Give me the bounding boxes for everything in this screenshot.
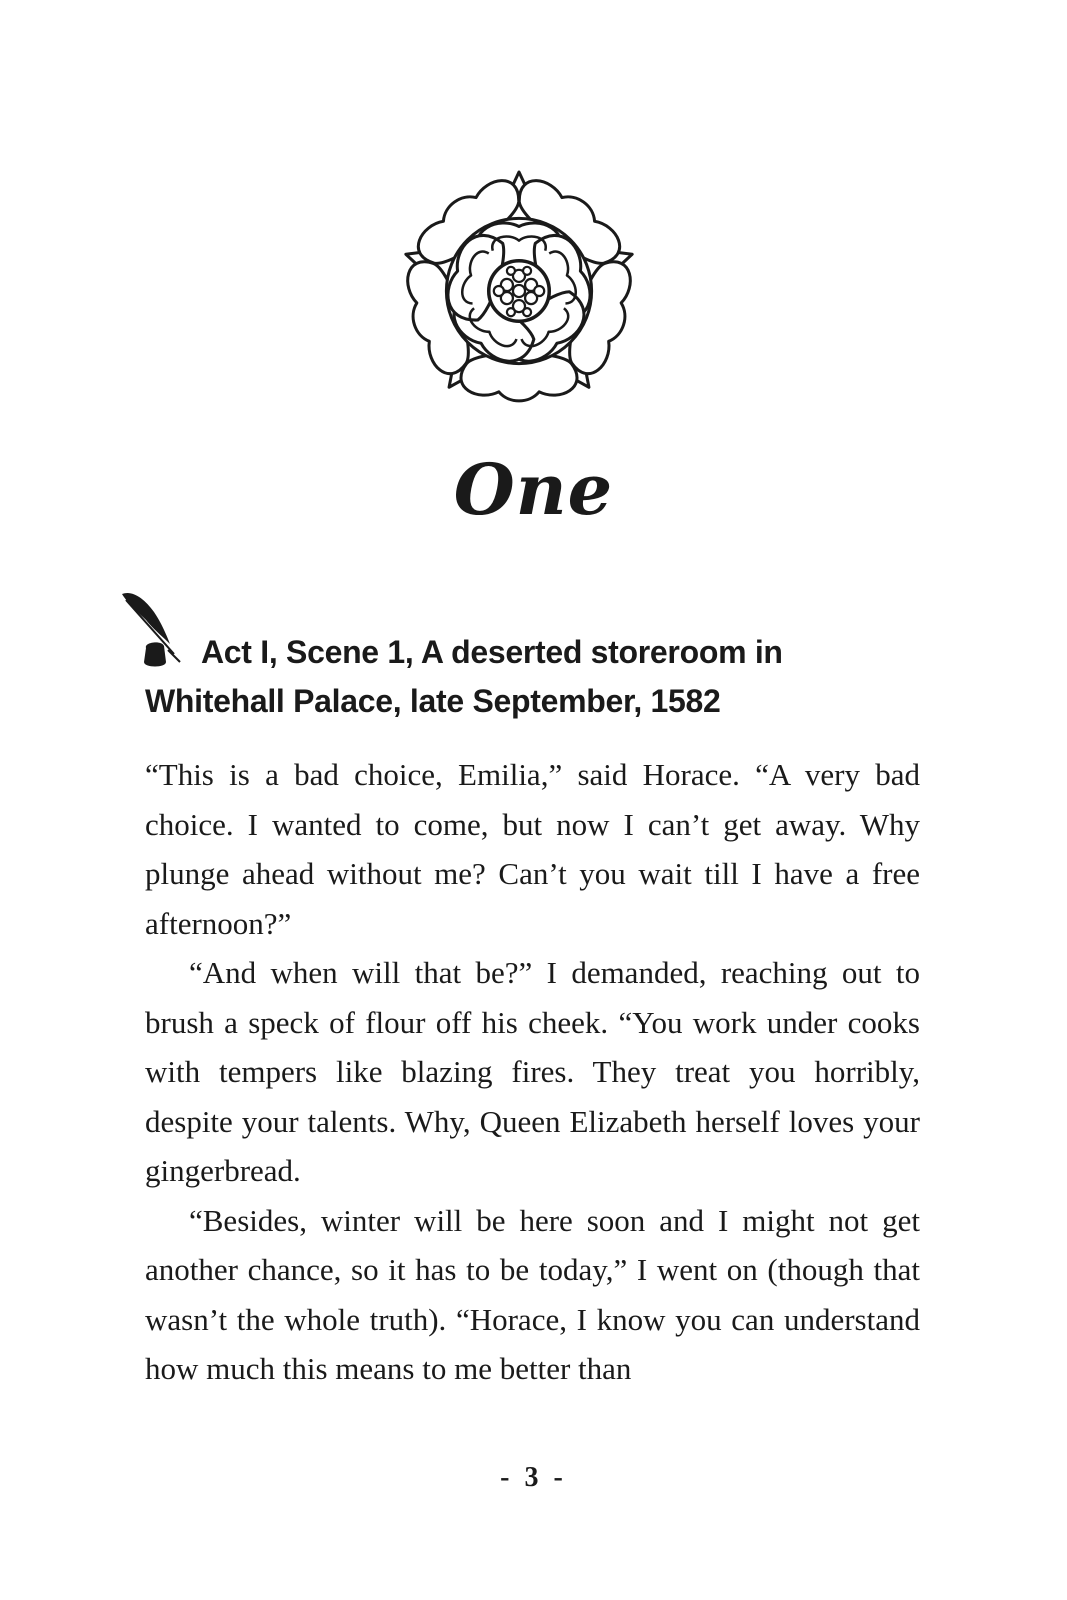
tudor-rose-icon [398,170,640,412]
paragraph: “Besides, winter will be here soon and I might not get another chance, so it has to be today,” I went on (though that wasn’t the whole truth). “Horace, I know you can understand how much this means to me better than [145,1202,920,1386]
scene-heading: Act I, Scene 1, A deserted storeroom in Whitehall Palace, late September, 1582 [145,634,783,719]
body-text [145,750,920,1394]
paragraph: “And when will that be?” I demanded, reaching out to brush a speck of flour off his cheek. “You work under cooks with tempers like blazing fires. They treat you horribly, despite your talents. Why, Queen Elizabeth herself loves your gingerbread. [145,955,920,1188]
paragraph: “This is a bad choice, Emilia,” said Horace. “A very bad choice. I wanted to come, but now I can’t get away. Why plunge ahead without me? Can’t you wait till I have a free afternoon?” [145,757,920,941]
chapter-title: One [453,448,614,531]
page-number: - 3 - [500,1462,567,1493]
